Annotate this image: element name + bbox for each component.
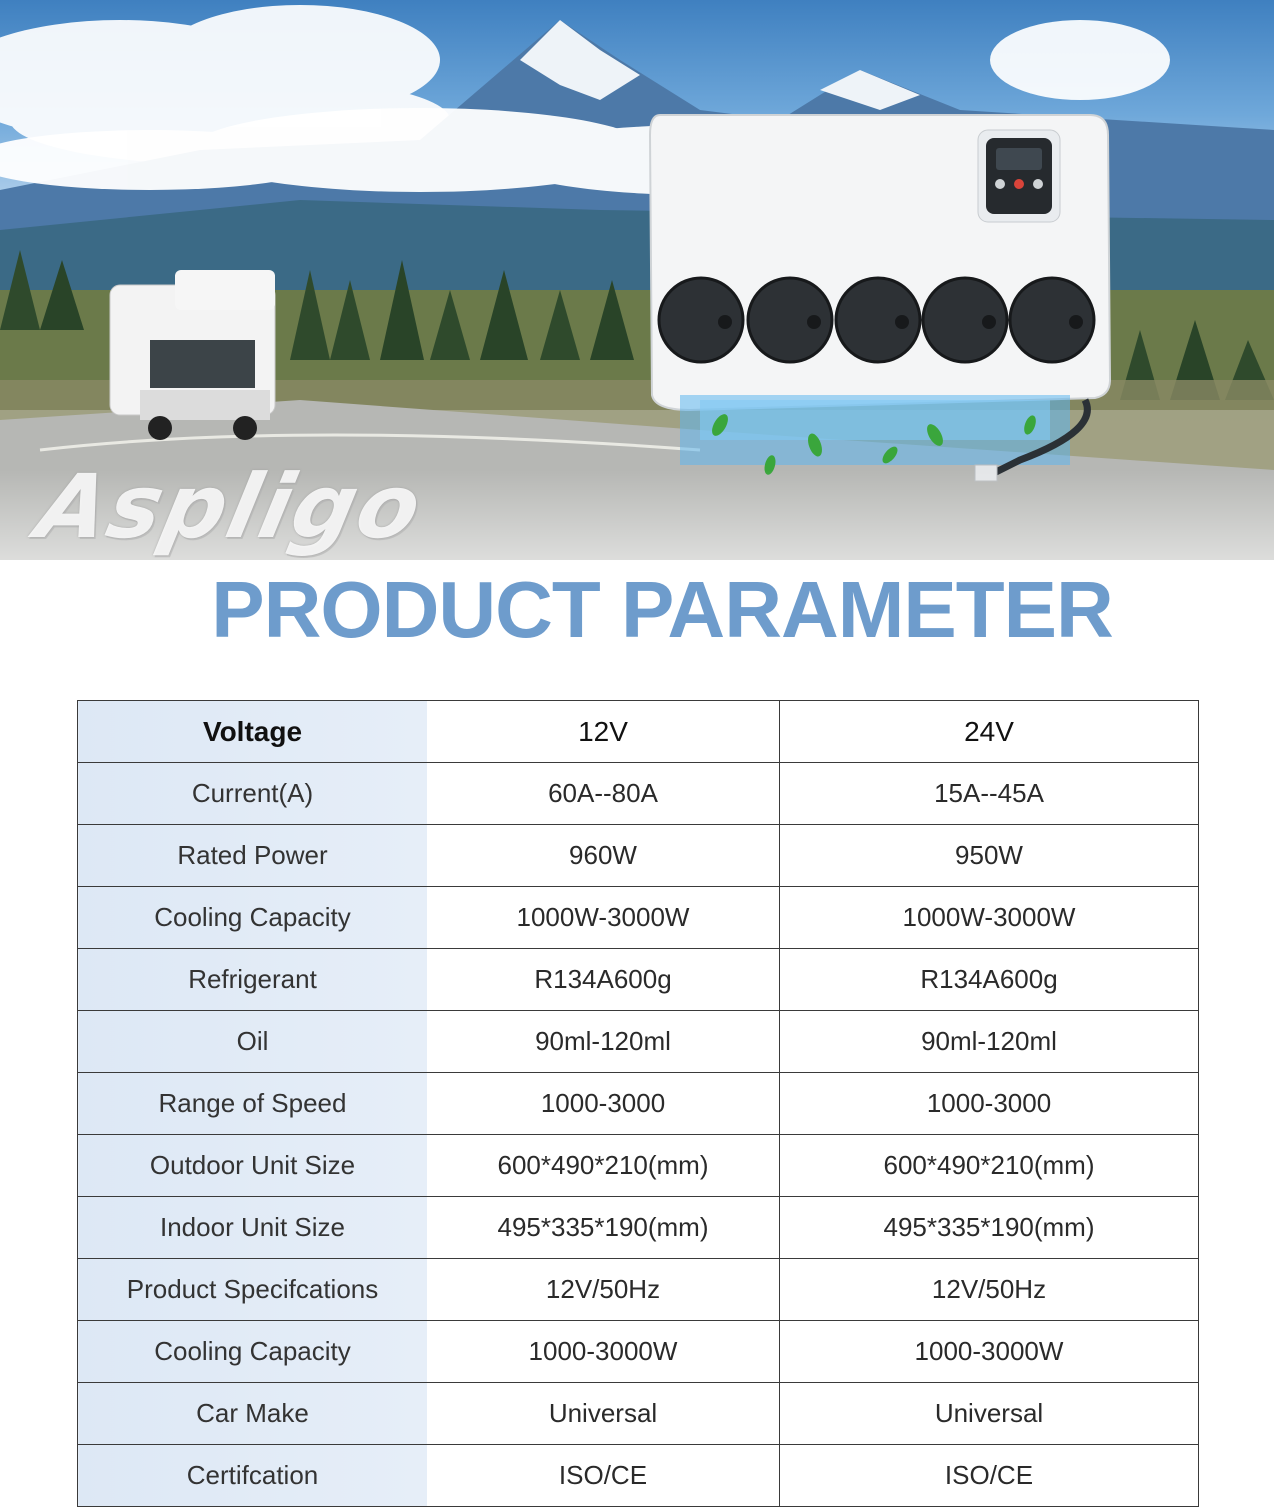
value-24v: 1000-3000	[780, 1073, 1199, 1135]
row-label: Car Make	[78, 1383, 428, 1445]
value-24v: 90ml-120ml	[780, 1011, 1199, 1073]
value-24v: 600*490*210(mm)	[780, 1135, 1199, 1197]
value-12v: R134A600g	[427, 949, 780, 1011]
value-12v: 495*335*190(mm)	[427, 1197, 780, 1259]
value-24v: 950W	[780, 825, 1199, 887]
header-12v: 12V	[427, 701, 780, 763]
rv-vehicle	[110, 270, 275, 440]
hero-banner	[0, 0, 1274, 640]
row-label: Rated Power	[78, 825, 428, 887]
table-row	[78, 763, 1199, 825]
value-24v: 1000-3000W	[780, 1321, 1199, 1383]
table-row	[78, 1383, 1199, 1445]
value-12v: 1000-3000W	[427, 1321, 780, 1383]
row-label: Refrigerant	[78, 949, 428, 1011]
table-row	[78, 1445, 1199, 1507]
table-row	[78, 1197, 1199, 1259]
value-12v: 600*490*210(mm)	[427, 1135, 780, 1197]
value-24v: 15A--45A	[780, 763, 1199, 825]
row-label: Cooling Capacity	[78, 1321, 428, 1383]
table-row	[78, 825, 1199, 887]
row-label: Product Specifcations	[78, 1259, 428, 1321]
value-12v: 1000W-3000W	[427, 887, 780, 949]
value-12v: ISO/CE	[427, 1445, 780, 1507]
row-label: Oil	[78, 1011, 428, 1073]
value-12v: 60A--80A	[427, 763, 780, 825]
table-row	[78, 887, 1199, 949]
header-label: Voltage	[78, 701, 428, 763]
table-row	[78, 949, 1199, 1011]
page-title: PRODUCT PARAMETER	[211, 565, 1113, 640]
value-12v: 12V/50Hz	[427, 1259, 780, 1321]
value-12v: Universal	[427, 1383, 780, 1445]
ac-unit-image	[650, 115, 1110, 481]
value-24v: 1000W-3000W	[780, 887, 1199, 949]
value-12v: 1000-3000	[427, 1073, 780, 1135]
value-12v: 960W	[427, 825, 780, 887]
table-header-row	[78, 701, 1199, 763]
value-24v: Universal	[780, 1383, 1199, 1445]
value-12v: 90ml-120ml	[427, 1011, 780, 1073]
table-row	[78, 1073, 1199, 1135]
value-24v: 495*335*190(mm)	[780, 1197, 1199, 1259]
row-label: Cooling Capacity	[78, 887, 428, 949]
value-24v: ISO/CE	[780, 1445, 1199, 1507]
table-row	[78, 1135, 1199, 1197]
row-label: Outdoor Unit Size	[78, 1135, 428, 1197]
parameter-table	[77, 700, 1199, 1507]
header-24v: 24V	[780, 701, 1199, 763]
table-row	[78, 1011, 1199, 1073]
row-label: Indoor Unit Size	[78, 1197, 428, 1259]
value-24v: R134A600g	[780, 949, 1199, 1011]
row-label: Range of Speed	[78, 1073, 428, 1135]
table-row	[78, 1321, 1199, 1383]
row-label: Current(A)	[78, 763, 428, 825]
value-24v: 12V/50Hz	[780, 1259, 1199, 1321]
table-row	[78, 1259, 1199, 1321]
row-label: Certifcation	[78, 1445, 428, 1507]
brand-logo: Aspligo	[28, 455, 432, 558]
